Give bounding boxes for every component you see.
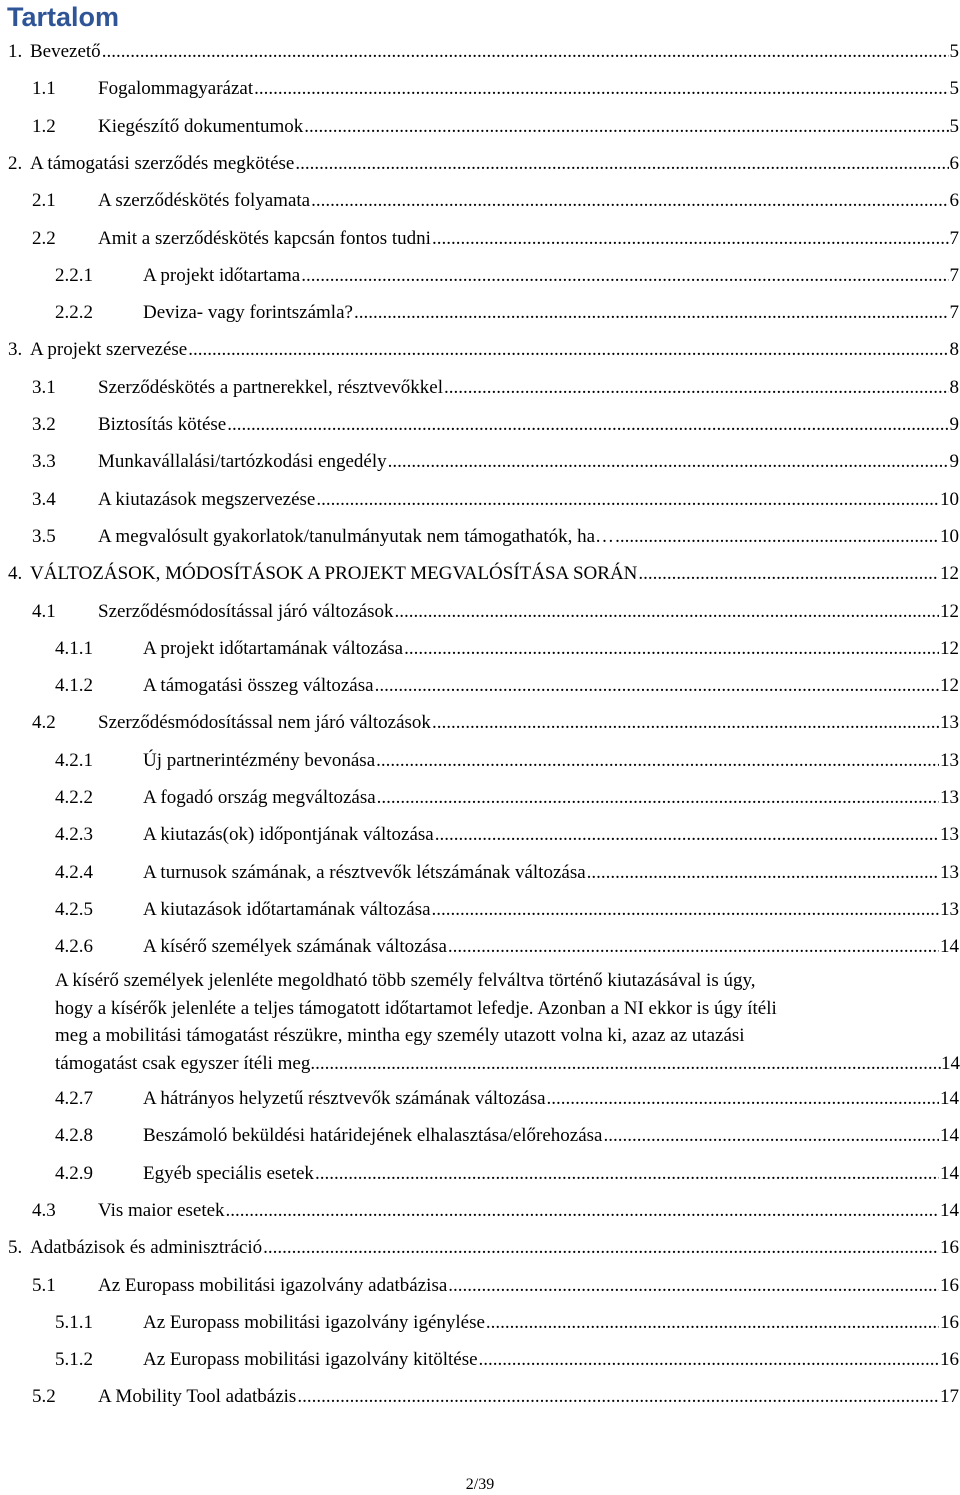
page-number: 16 (940, 1274, 959, 1296)
leader-dots (311, 189, 948, 213)
toc-entry[interactable] (0, 1311, 960, 1335)
page-number: 8 (949, 339, 959, 361)
leader-dots (394, 600, 939, 624)
toc-entry[interactable] (0, 1236, 960, 1260)
leader-dots (435, 823, 939, 847)
toc-entry-number: 2.2.2 (55, 302, 93, 324)
leader-dots (638, 562, 939, 586)
toc-entry[interactable] (0, 898, 960, 922)
toc-entry[interactable] (0, 1385, 960, 1409)
toc-entry-number: 5.1.1 (55, 1311, 93, 1333)
page-number: 14 (940, 1162, 959, 1184)
page-number: 12 (940, 637, 959, 659)
leader-dots (354, 301, 949, 325)
toc-entry-number: 4.2.9 (55, 1162, 93, 1184)
page-number: 13 (940, 861, 959, 883)
page-number: 14 (940, 1199, 959, 1221)
leader-dots (404, 637, 939, 661)
toc-entry-number: 4.2.4 (55, 861, 93, 883)
leader-dots (604, 1124, 940, 1148)
leader-dots (102, 40, 949, 64)
page-number: 13 (940, 712, 959, 734)
toc-entry-title: Új partnerintézmény bevonása (143, 749, 376, 771)
toc-entry[interactable] (0, 40, 960, 64)
toc-entry-title: A megvalósult gyakorlatok/tanulmányutak nem támogathatók, ha… (98, 525, 615, 547)
toc-entry-title: Bevezető (30, 41, 101, 62)
leader-dots (615, 525, 939, 549)
toc-entry-number: 4.2.1 (55, 749, 93, 771)
leader-dots (448, 935, 939, 959)
leader-dots (304, 115, 948, 139)
toc-entry-title: Fogalommagyarázat (98, 78, 254, 100)
toc-entry-title: A fogadó ország megváltozása (143, 787, 376, 808)
toc-entry[interactable] (0, 935, 960, 959)
leader-dots (432, 227, 949, 251)
toc-entry-title: Egyéb speciális esetek (143, 1162, 314, 1184)
page-number: 14 (940, 1125, 959, 1147)
leader-dots (376, 749, 939, 773)
toc-entry-number: 4.2.8 (55, 1125, 93, 1147)
toc-entry[interactable] (0, 1087, 960, 1111)
toc-entry[interactable] (0, 786, 960, 810)
leader-dots (263, 1236, 939, 1260)
toc-entry-title: Beszámoló beküldési határidejének elhalasztása/előrehozása (143, 1125, 603, 1147)
toc-entry[interactable] (0, 861, 960, 885)
toc-entry-title: Biztosítás kötése (98, 414, 227, 435)
leader-dots (297, 1385, 939, 1409)
toc-entry-number: 1. (8, 41, 23, 62)
page-number: 6 (949, 190, 959, 212)
toc-entry-number: 2. (8, 152, 23, 174)
toc-entry-title: Az Europass mobilitási igazolvány kitöltése (143, 1349, 478, 1371)
leader-dots (448, 1274, 939, 1298)
toc-entry-title: A projekt időtartamának változása (143, 637, 404, 659)
toc-entry-title: A támogatási összeg változása (143, 675, 374, 697)
leader-dots (227, 413, 948, 437)
page-number: 7 (949, 264, 959, 286)
toc-title: Tartalom (7, 2, 120, 32)
leader-dots (444, 376, 948, 400)
page-number: 14 (941, 1052, 960, 1074)
toc-entry-number: 4.1.2 (55, 675, 93, 697)
toc-paragraph-entry[interactable] (55, 967, 960, 1077)
toc-entry-title: A turnusok számának, a résztvevők létszámának változása (143, 861, 586, 883)
page-number: 5 (949, 78, 959, 100)
toc-entry-number: 1.1 (32, 78, 56, 100)
page-number: 13 (940, 749, 959, 771)
toc-entry-title: A projekt időtartama (143, 264, 301, 286)
leader-dots (388, 450, 949, 474)
toc-entry-number: 2.1 (32, 190, 56, 212)
leader-dots (226, 1199, 939, 1223)
toc-entry-title: A támogatási szerződés megkötése (30, 152, 295, 174)
toc-entry[interactable] (0, 600, 960, 624)
toc-entry[interactable] (0, 674, 960, 698)
toc-entry[interactable] (0, 1162, 960, 1186)
page-number: 10 (940, 525, 959, 547)
toc-entry[interactable] (0, 413, 960, 437)
toc-entry-number: 1.2 (32, 115, 56, 137)
toc-entry[interactable] (0, 301, 960, 325)
toc-entry[interactable] (0, 637, 960, 661)
toc-entry-title: Deviza- vagy forintszámla? (143, 302, 353, 324)
toc-entry[interactable] (0, 1124, 960, 1148)
toc-entry-title: Adatbázisok és adminisztráció (30, 1237, 263, 1259)
toc-entry-number: 3.5 (32, 525, 56, 547)
toc-entry[interactable] (0, 823, 960, 847)
leader-dots (315, 1050, 941, 1078)
leader-dots (479, 1348, 939, 1372)
page-number: 9 (949, 451, 959, 473)
leader-dots (486, 1311, 939, 1335)
toc-entry-number: 2.2 (32, 227, 56, 249)
page-number: 12 (940, 675, 959, 697)
leader-dots (188, 338, 948, 362)
page-number: 7 (949, 227, 959, 249)
toc-entry-title: A hátrányos helyzetű résztvevők számának változása (143, 1088, 546, 1109)
toc-entry[interactable] (0, 488, 960, 512)
page-number: 17 (940, 1386, 959, 1408)
leader-dots (432, 898, 939, 922)
toc-entry-title: Az Europass mobilitási igazolvány igénylése (143, 1311, 485, 1333)
page-number: 16 (940, 1349, 959, 1371)
toc-entry[interactable] (0, 227, 960, 251)
toc-entry-number: 5.2 (32, 1386, 56, 1408)
toc-entry-number: 5. (8, 1237, 23, 1259)
page-number: 5 (949, 115, 959, 137)
toc-entry-title: Amit a szerződéskötés kapcsán fontos tudni (98, 227, 431, 249)
toc-entry[interactable] (0, 152, 960, 176)
page-number: 7 (949, 302, 959, 324)
page-number: 14 (940, 1088, 959, 1109)
toc-entry-title: Kiegészítő dokumentumok (98, 115, 304, 137)
page-number: 5 (949, 41, 959, 62)
toc-entry-number: 3.1 (32, 376, 56, 398)
page-number: 6 (949, 152, 959, 174)
paragraph-line: támogatást csak egyszer ítéli meg. (55, 1052, 316, 1074)
toc-entry-title: VÁLTOZÁSOK, MÓDOSÍTÁSOK A PROJEKT MEGVALÓSÍTÁSA SORÁN (30, 563, 638, 585)
page-number: 9 (949, 414, 959, 435)
toc-entry-title: A kiutazások időtartamának változása (143, 898, 431, 920)
toc-entry-number: 5.1.2 (55, 1349, 93, 1371)
toc-entry[interactable] (0, 115, 960, 139)
page-number: 16 (940, 1311, 959, 1333)
toc-entry-number: 4.2.2 (55, 787, 93, 808)
toc-entry-number: 4.2.7 (55, 1088, 93, 1109)
toc-entry-title: Szerződésmódosítással járó változások (98, 600, 394, 622)
toc-entry-number: 4.1 (32, 600, 56, 622)
toc-entry-title: Vis maior esetek (98, 1199, 225, 1221)
toc-entry-title: A kiutazások megszervezése (98, 488, 316, 510)
leader-dots (316, 488, 939, 512)
toc-entry[interactable] (0, 450, 960, 474)
paragraph-line: hogy a kísérők jelenléte a teljes támogatott időtartamot lefedje. Azonban a NI ekkor is úgy ítéli (55, 997, 777, 1019)
toc-entry-number: 4.2.5 (55, 898, 93, 920)
leader-dots (547, 1087, 939, 1111)
toc-entry-number: 3.4 (32, 488, 56, 510)
paragraph-last-line (55, 1050, 960, 1078)
toc-entry-number: 2.2.1 (55, 264, 93, 286)
page-number: 13 (940, 898, 959, 920)
leader-dots (375, 674, 939, 698)
toc-entry[interactable] (0, 525, 960, 549)
leader-dots (587, 861, 939, 885)
toc-entry-number: 3.2 (32, 414, 56, 435)
page-number: 13 (940, 787, 959, 808)
page-number: 12 (940, 600, 959, 622)
toc-entry-number: 4. (8, 563, 23, 585)
page-number: 13 (940, 824, 959, 846)
toc-entry[interactable] (0, 376, 960, 400)
toc-entry-title: A kísérő személyek számának változása (143, 936, 447, 958)
toc-entry-number: 4.1.1 (55, 637, 93, 659)
toc-entry-number: 5.1 (32, 1274, 56, 1296)
toc-entry-number: 3.3 (32, 451, 56, 473)
leader-dots (377, 786, 939, 810)
toc-entry[interactable] (0, 562, 960, 586)
toc-entry-title: Szerződésmódosítással nem járó változások (98, 712, 431, 734)
toc-entry-number: 4.2 (32, 712, 56, 734)
toc-entry-title: Szerződéskötés a partnerekkel, résztvevőkkel (98, 376, 444, 398)
toc-entry-number: 4.2.6 (55, 936, 93, 958)
leader-dots (432, 711, 939, 735)
toc-entry[interactable] (0, 1274, 960, 1298)
leader-dots (315, 1162, 939, 1186)
leader-dots (254, 77, 948, 101)
page-number: 8 (949, 376, 959, 398)
toc-entry[interactable] (0, 1348, 960, 1372)
toc-entry-title: Munkavállalási/tartózkodási engedély (98, 451, 387, 473)
toc-entry-title: Az Europass mobilitási igazolvány adatbázisa (98, 1274, 448, 1296)
paragraph-line: meg a mobilitási támogatást részükre, mintha egy személy utazott volna ki, azaz az utazási (55, 1025, 745, 1046)
toc-entry[interactable] (0, 1199, 960, 1223)
leader-dots (301, 264, 948, 288)
page-number: 14 (940, 936, 959, 958)
toc-entry-title: A kiutazás(ok) időpontjának változása (143, 824, 434, 846)
toc-entry-title: A projekt szervezése (30, 339, 188, 361)
paragraph-line: A kísérő személyek jelenléte megoldható több személy felváltva történő kiutazásával is úgy, (55, 970, 756, 991)
toc-entry-number: 4.3 (32, 1199, 56, 1221)
toc-entry[interactable] (0, 749, 960, 773)
toc-entry-number: 3. (8, 339, 23, 361)
toc-entry-title: A Mobility Tool adatbázis (98, 1386, 297, 1408)
leader-dots (295, 152, 948, 176)
toc-entry[interactable] (0, 711, 960, 735)
page-number: 16 (940, 1237, 959, 1259)
toc-entry-number: 4.2.3 (55, 824, 93, 846)
page-footer: 2/39 (465, 1476, 495, 1493)
page-number: 12 (940, 563, 959, 585)
page-number: 10 (940, 488, 959, 510)
toc-entry[interactable] (0, 338, 960, 362)
toc-entry[interactable] (0, 77, 960, 101)
toc-entry[interactable] (0, 264, 960, 288)
toc-entry[interactable] (0, 189, 960, 213)
toc-entry-title: A szerződéskötés folyamata (98, 190, 311, 212)
